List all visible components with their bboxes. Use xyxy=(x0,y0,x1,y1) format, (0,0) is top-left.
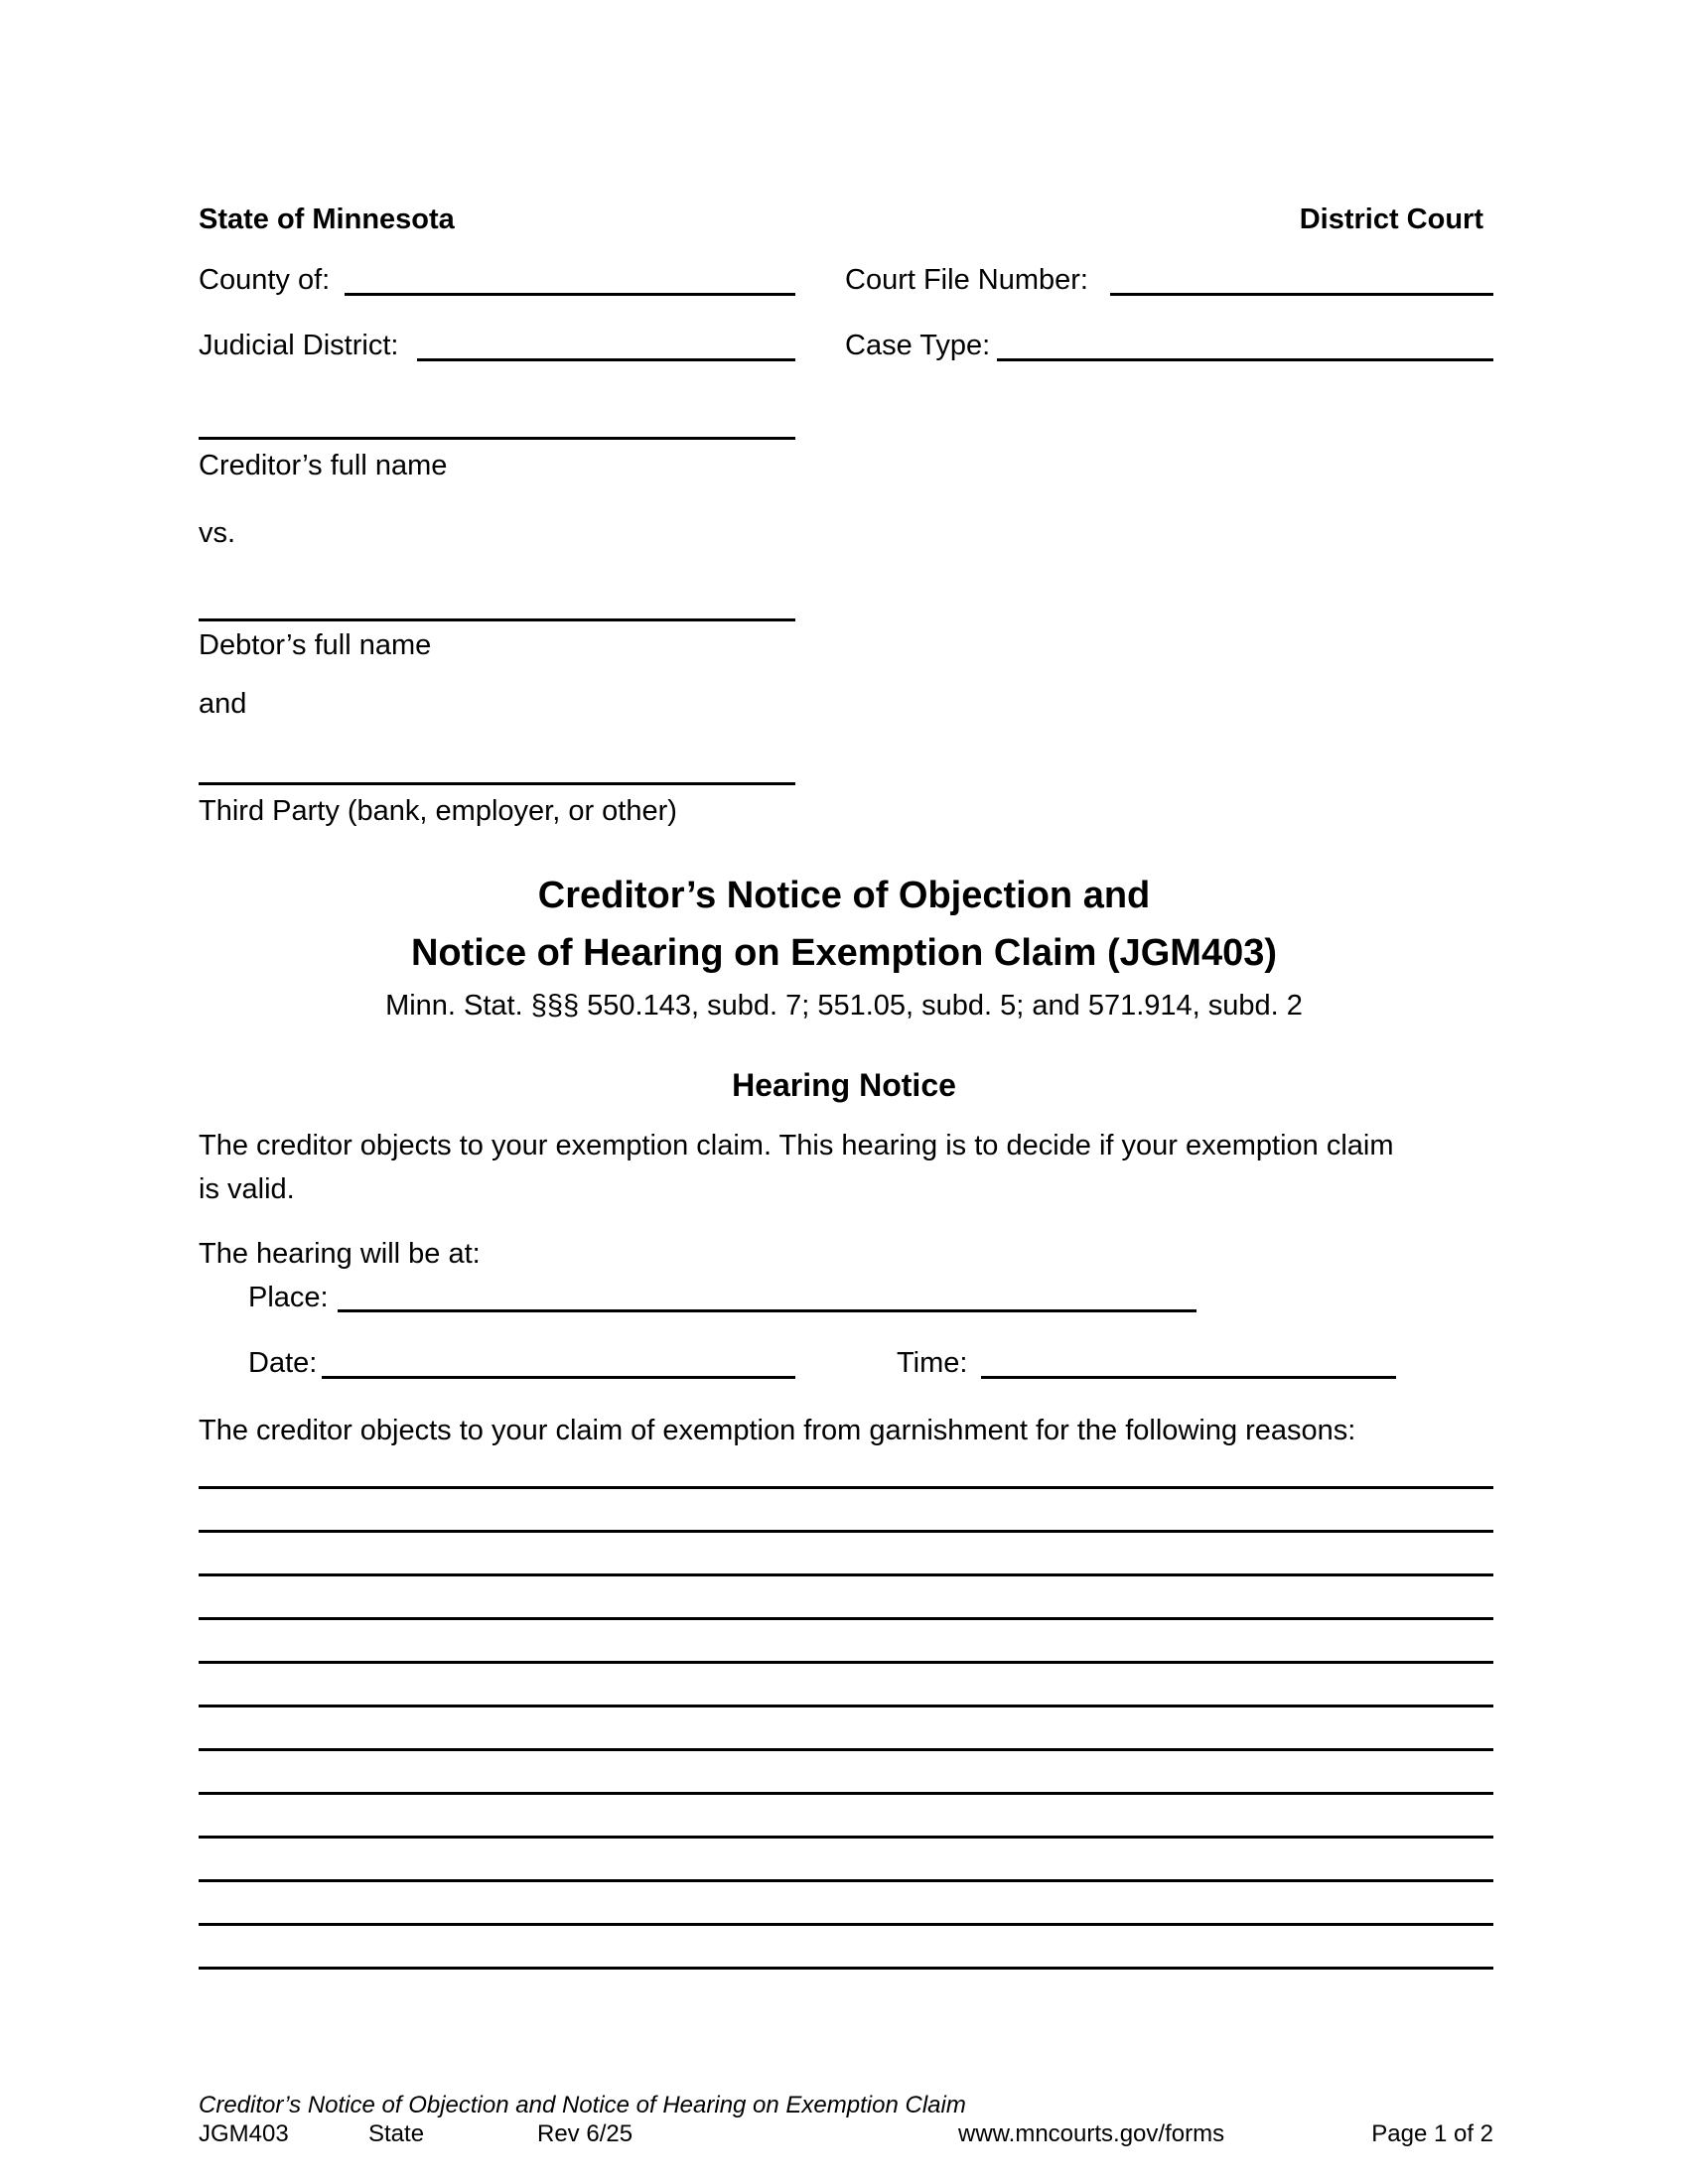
footer-form-title: Creditor’s Notice of Objection and Notice of Hearing on Exemption Claim xyxy=(199,2092,966,2118)
versus-text: vs. xyxy=(199,517,236,549)
and-text: and xyxy=(199,688,247,720)
reason-line[interactable] xyxy=(199,1661,1493,1664)
time-label: Time: xyxy=(897,1347,968,1379)
reason-line[interactable] xyxy=(199,1836,1493,1839)
county-label: County of: xyxy=(199,264,331,296)
creditor-name-field[interactable] xyxy=(199,437,795,440)
hearing-location-intro: The hearing will be at: xyxy=(199,1238,481,1270)
county-field[interactable] xyxy=(345,293,795,296)
date-field[interactable] xyxy=(322,1376,795,1379)
reason-line[interactable] xyxy=(199,1573,1493,1576)
court-file-number-field[interactable] xyxy=(1110,293,1493,296)
hearing-notice-heading: Hearing Notice xyxy=(732,1067,956,1103)
third-party-label: Third Party (bank, employer, or other) xyxy=(199,795,677,827)
footer-revision: Rev 6/25 xyxy=(537,2120,633,2147)
reason-line[interactable] xyxy=(199,1923,1493,1926)
third-party-field[interactable] xyxy=(199,782,795,785)
reason-line[interactable] xyxy=(199,1879,1493,1882)
court-heading: District Court xyxy=(1299,204,1483,235)
reasons-label: The creditor objects to your claim of exemption from garnishment for the following reasons: xyxy=(199,1415,1356,1446)
case-type-field[interactable] xyxy=(997,358,1493,361)
intro-text-line-1: The creditor objects to your exemption claim. This hearing is to decide if your exemption claim xyxy=(199,1130,1394,1161)
reason-line[interactable] xyxy=(199,1705,1493,1707)
reason-line[interactable] xyxy=(199,1486,1493,1489)
judicial-district-field[interactable] xyxy=(417,358,795,361)
footer-form-code: JGM403 xyxy=(199,2120,289,2147)
place-field[interactable] xyxy=(338,1309,1196,1312)
court-file-number-label: Court File Number: xyxy=(845,264,1088,296)
footer-website[interactable]: www.mncourts.gov/forms xyxy=(958,2120,1225,2147)
judicial-district-label: Judicial District: xyxy=(199,330,399,361)
debtor-name-field[interactable] xyxy=(199,618,795,621)
form-title-line-2: Notice of Hearing on Exemption Claim (JGM403) xyxy=(410,932,1278,974)
date-label: Date: xyxy=(248,1347,318,1379)
reason-line[interactable] xyxy=(199,1530,1493,1533)
case-type-label: Case Type: xyxy=(845,330,991,361)
place-label: Place: xyxy=(248,1282,329,1313)
state-heading: State of Minnesota xyxy=(199,204,455,235)
reason-line[interactable] xyxy=(199,1748,1493,1751)
creditor-label: Creditor’s full name xyxy=(199,450,448,481)
intro-text-line-2: is valid. xyxy=(199,1173,295,1205)
footer-scope: State xyxy=(368,2120,425,2147)
reason-line[interactable] xyxy=(199,1792,1493,1795)
reason-line[interactable] xyxy=(199,1967,1493,1970)
time-field[interactable] xyxy=(981,1376,1396,1379)
debtor-label: Debtor’s full name xyxy=(199,629,432,661)
reason-line[interactable] xyxy=(199,1617,1493,1620)
statute-citation: Minn. Stat. §§§ 550.143, subd. 7; 551.05, subd. 5; and 571.914, subd. 2 xyxy=(385,990,1303,1022)
footer-page-number: Page 1 of 2 xyxy=(1371,2120,1493,2147)
form-title-line-1: Creditor’s Notice of Objection and xyxy=(537,875,1151,916)
